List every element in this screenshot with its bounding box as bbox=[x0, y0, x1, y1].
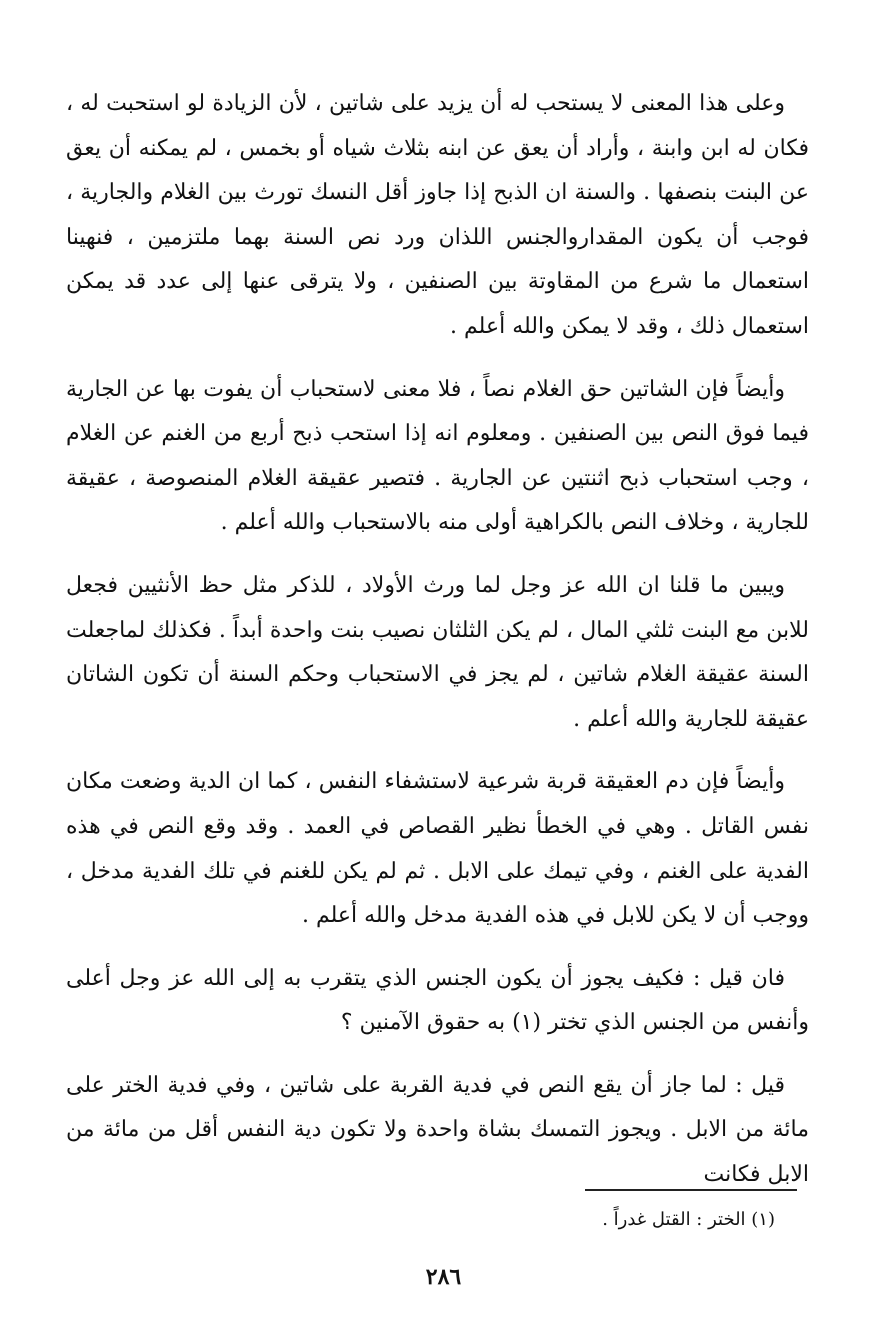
paragraph-2: وأيضاً فإن الشاتين حق الغلام نصاً ، فلا معنى لاستحباب أن يفوت بها عن الجارية فيما فوق النص بين الصنفين . ومعلوم انه إذا استحب ذبح أربع من الغنم عن الغلام ، وجب استحباب ذبح اثنتين عن الجارية . فتصير عقيقة الغلام المنصوصة ، عقيقة للجارية ، وخلاف النص بالكراهية أولى منه بالاستحباب والله أعلم . bbox=[66, 376, 809, 536]
paragraph-4: وأيضاً فإن دم العقيقة قربة شرعية لاستشفاء النفس ، كما ان الدية وضعت مكان نفس القاتل . وهي في الخطأ نظير القصاص في العمد . وقد وقع النص في هذه الفدية على الغنم ، وفي تيمك على الابل . ثم لم يكن للغنم في تلك الفدية مدخل ، ووجب أن لا يكن للابل في هذه الفدية مدخل والله أعلم . bbox=[66, 769, 809, 929]
footnote: (١) الختر : القتل غدراً . bbox=[602, 1209, 775, 1230]
paragraph-5: فان قيل : فكيف يجوز أن يكون الجنس الذي يتقرب به إلى الله عز وجل أعلى وأنفس من الجنس الذي تختر (١) به حقوق الآمنين ؟ bbox=[66, 965, 809, 1036]
page-number: ٢٨٦ bbox=[425, 1264, 462, 1290]
paragraph-3: ويبين ما قلنا ان الله عز وجل لما ورث الأولاد ، للذكر مثل حظ الأنثيين فجعل للابن مع البنت ثلثي المال ، لم يكن الثلثان نصيب بنت واحدة أبداً . فكذلك لماجعلت السنة عقيقة الغلام شاتين ، لم يجز في الاستحباب وحكم السنة أن تكون الشاتان عقيقة للجارية والله أعلم . bbox=[66, 572, 809, 732]
footnote-separator bbox=[585, 1189, 797, 1191]
body-text bbox=[66, 82, 809, 1216]
paragraph-1: وعلى هذا المعنى لا يستحب له أن يزيد على شاتين ، لأن الزيادة لو استحبت له ، فكان له ابن وابنة ، وأراد أن يعق عن ابنه بثلاث شياه أو بخمس ، لم يمكنه أن يعق عن البنت بنصفها . والسنة ان الذبح إذا جاوز أقل النسك تورث بين الغلام والجارية ، فوجب أن يكون المقداروالجنس اللذان ورد نص السنة بهما ملتزمين ، فنهينا استعمال ما شرع من المقاوتة بين الصنفين ، ولا يترقى عنها إلى عدد قد يمكن استعمال ذلك ، وقد لا يمكن والله أعلم . bbox=[66, 91, 809, 339]
paragraph-6: قيل : لما جاز أن يقع النص في فدية القربة على شاتين ، وفي فدية الختر على مائة من الابل . ويجوز التمسك بشاة واحدة ولا تكون دية النفس أقل من مائة من الابل فكانت bbox=[66, 1072, 809, 1188]
